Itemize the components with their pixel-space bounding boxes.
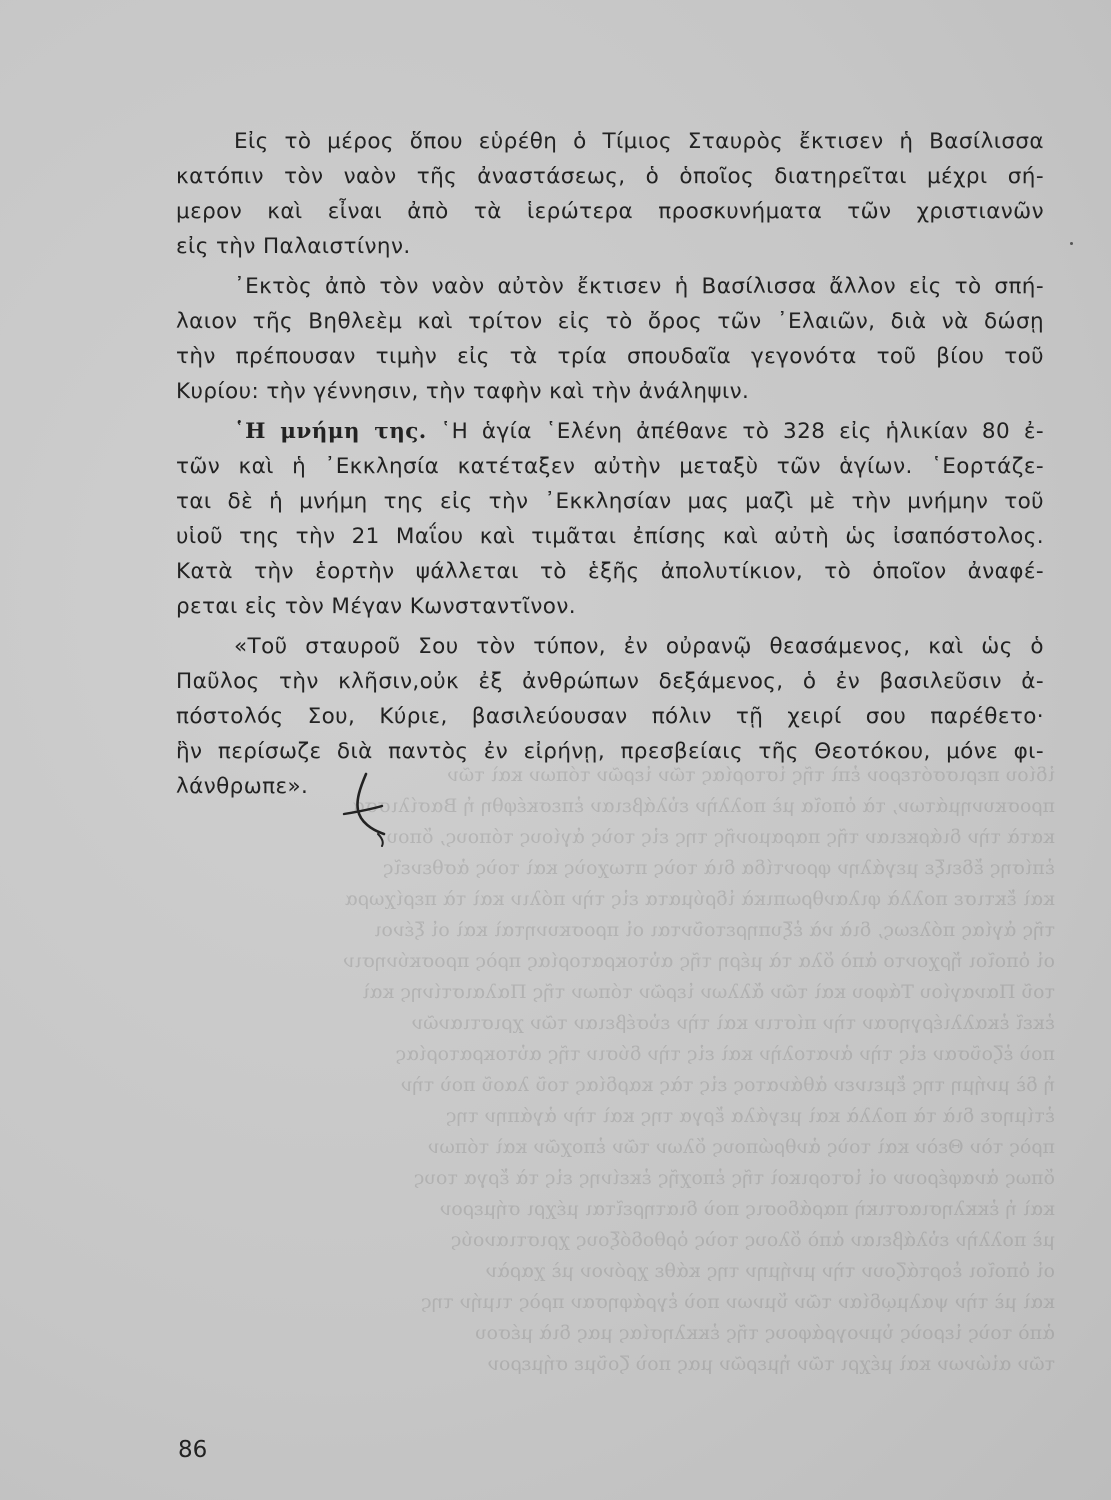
text-line: εἰς τὴν Παλαιστίνην. [176,234,411,259]
text-line: ᾿Εκτὸς ἀπὸ τὸν ναὸν αὐτὸν ἔκτισεν ἡ Βασίλισσα ἄλλον εἰς τὸ σπή- [234,274,1044,299]
bleed-through-decoration: ἰδίου περισσότερον ἐπὶ τῆς ἱστορίας τῶν ἱερῶν τόπων καὶ τῶν προσκυνημάτων, τὰ ὁποῖα μὲ πολλὴν εὐλάβειαν ἐπεσκέφθη ἡ Βασίλισσα κατὰ τὴν διάρκειαν τῆς παραμονῆς της εἰς τοὺς ἁγίους τόπους, ὅπου ἐπίσης ἔδειξε μεγάλην φροντίδα διὰ τοὺς πτωχοὺς καὶ τοὺς ἀσθενεῖς καὶ ἔκτισε πολλὰ φιλανθρωπικὰ ἱδρύματα εἰς τὴν πόλιν καὶ τὰ περίχωρα τῆς ἁγίας πόλεως, διὰ νὰ ἐξυπηρετοῦνται οἱ προσκυνηταὶ καὶ οἱ ξένοι οἱ ὁποῖοι ἤρχοντο ἀπὸ ὅλα τὰ μέρη τῆς αὐτοκρατορίας πρὸς προσκύνησιν τοῦ Παναγίου Τάφου καὶ τῶν ἄλλων ἱερῶν τόπων τῆς Παλαιστίνης καὶ ἐκεῖ ἐκαλλιέργησαν τὴν πίστιν καὶ τὴν εὐσέβειαν τῶν χριστιανῶν ποὺ ἐζοῦσαν εἰς τὴν ἀνατολὴν καὶ εἰς τὴν δύσιν τῆς αὐτοκρατορίας ἡ δὲ μνήμη της ἔμεινεν ἀθάνατος εἰς τὰς καρδίας τοῦ λαοῦ ποὺ τὴν ἐτίμησε διὰ τὰ πολλὰ καὶ μεγάλα ἔργα της καὶ τὴν ἀγάπην της πρὸς τὸν Θεὸν καὶ τοὺς ἀνθρώπους ὅλων τῶν ἐποχῶν καὶ τόπων ὅπως ἀναφέρουν οἱ ἱστορικοὶ τῆς ἐποχῆς ἐκείνης εἰς τὰ ἔργα τους καὶ ἡ ἐκκλησιαστικὴ παράδοσις ποὺ διατηρεῖται μέχρι σήμερον μὲ πολλὴν εὐλάβειαν ἀπὸ ὅλους τοὺς ὀρθοδόξους χριστιανούς οἱ ὁποῖοι ἑορτάζουν τὴν μνήμην της κάθε χρόνον μὲ χαρὰν καὶ μὲ τὴν ψαλμῳδίαν τῶν ὕμνων ποὺ ἐγράφησαν πρὸς τιμήν της ἀπὸ τοὺς ἱεροὺς ὑμνογράφους τῆς ἐκκλησίας μας διὰ μέσου τῶν αἰώνων καὶ μέχρι τῶν ἡμερῶν μας ποὺ ζοῦμε σήμερον [342,764,1055,1375]
text-line: λαιον τῆς Βηθλεὲμ καὶ τρίτον εἰς τὸ ὄρος τῶν ᾿Ελαιῶν, διὰ νὰ δώσῃ [176,309,1044,334]
text-line: μερον καὶ εἶναι ἀπὸ τὰ ἱερώτερα προσκυνήματα τῶν χριστιανῶν [176,199,1044,224]
paragraph-4-apolytikion [176,629,1044,804]
page-number: 86 [178,1437,208,1463]
paragraph-2 [176,269,1044,409]
text-line: Κυρίου: τὴν γέννησιν, τὴν ταφὴν καὶ τὴν ἀνάληψιν. [176,379,750,404]
text-span: ῾Η ἁγία ῾Ελένη ἀπέθανε τὸ 328 εἰς ἡλικίαν 80 ἐ- [440,419,1044,444]
text-line: Εἰς τὸ μέρος ὅπου εὑρέθη ὁ Τίμιος Σταυρὸς ἔκτισεν ἡ Βασίλισσα [234,129,1044,154]
text-line: υἱοῦ της τὴν 21 Μαΐου καὶ τιμᾶται ἐπίσης καὶ αὐτὴ ὡς ἰσαπόστολος. [176,524,1044,549]
text-line: «Τοῦ σταυροῦ Σου τὸν τύπον, ἐν οὐρανῷ θεασάμενος, καὶ ὡς ὁ [234,634,1044,659]
text-line: Παῦλος τὴν κλῆσιν,οὐκ ἐξ ἀνθρώπων δεξάμενος, ὁ ἐν βασιλεῦσιν ἀ- [176,669,1044,694]
text-line: κατόπιν τὸν ναὸν τῆς ἀναστάσεως, ὁ ὁποῖος διατηρεῖται μέχρι σή- [176,164,1044,189]
handwritten-mark [338,770,398,850]
paragraph-3 [176,414,1044,624]
text-line: τὴν πρέπουσαν τιμὴν εἰς τὰ τρία σπουδαῖα γεγονότα τοῦ βίου τοῦ [176,344,1044,369]
body-text [176,124,1044,804]
text-line: λάνθρωπε». [176,774,309,799]
text-line: ρεται εἰς τὸν Μέγαν Κωνσταντῖνον. [176,594,576,619]
ink-speck [1070,242,1073,245]
text-line: ται δὲ ἡ μνήμη της εἰς τὴν ᾿Εκκλησίαν μας μαζὶ μὲ τὴν μνήμην τοῦ [176,489,1044,514]
text-line [176,414,1044,449]
section-heading: ῾Η μνήμη της. [234,419,427,444]
paragraph-1 [176,124,1044,264]
text-line: τῶν καὶ ἡ ᾿Εκκλησία κατέταξεν αὐτὴν μεταξὺ τῶν ἁγίων. ῾Εορτάζε- [176,454,1044,479]
text-line: Κατὰ τὴν ἑορτὴν ψάλλεται τὸ ἑξῆς ἀπολυτίκιον, τὸ ὁποῖον ἀναφέ- [176,559,1044,584]
text-line: πόστολός Σου, Κύριε, βασιλεύουσαν πόλιν τῇ χειρί σου παρέθετο· [176,704,1044,729]
text-line: ἣν περίσωζε διὰ παντὸς ἐν εἰρήνῃ, πρεσβείαις τῆς Θεοτόκου, μόνε φι- [176,739,1044,764]
